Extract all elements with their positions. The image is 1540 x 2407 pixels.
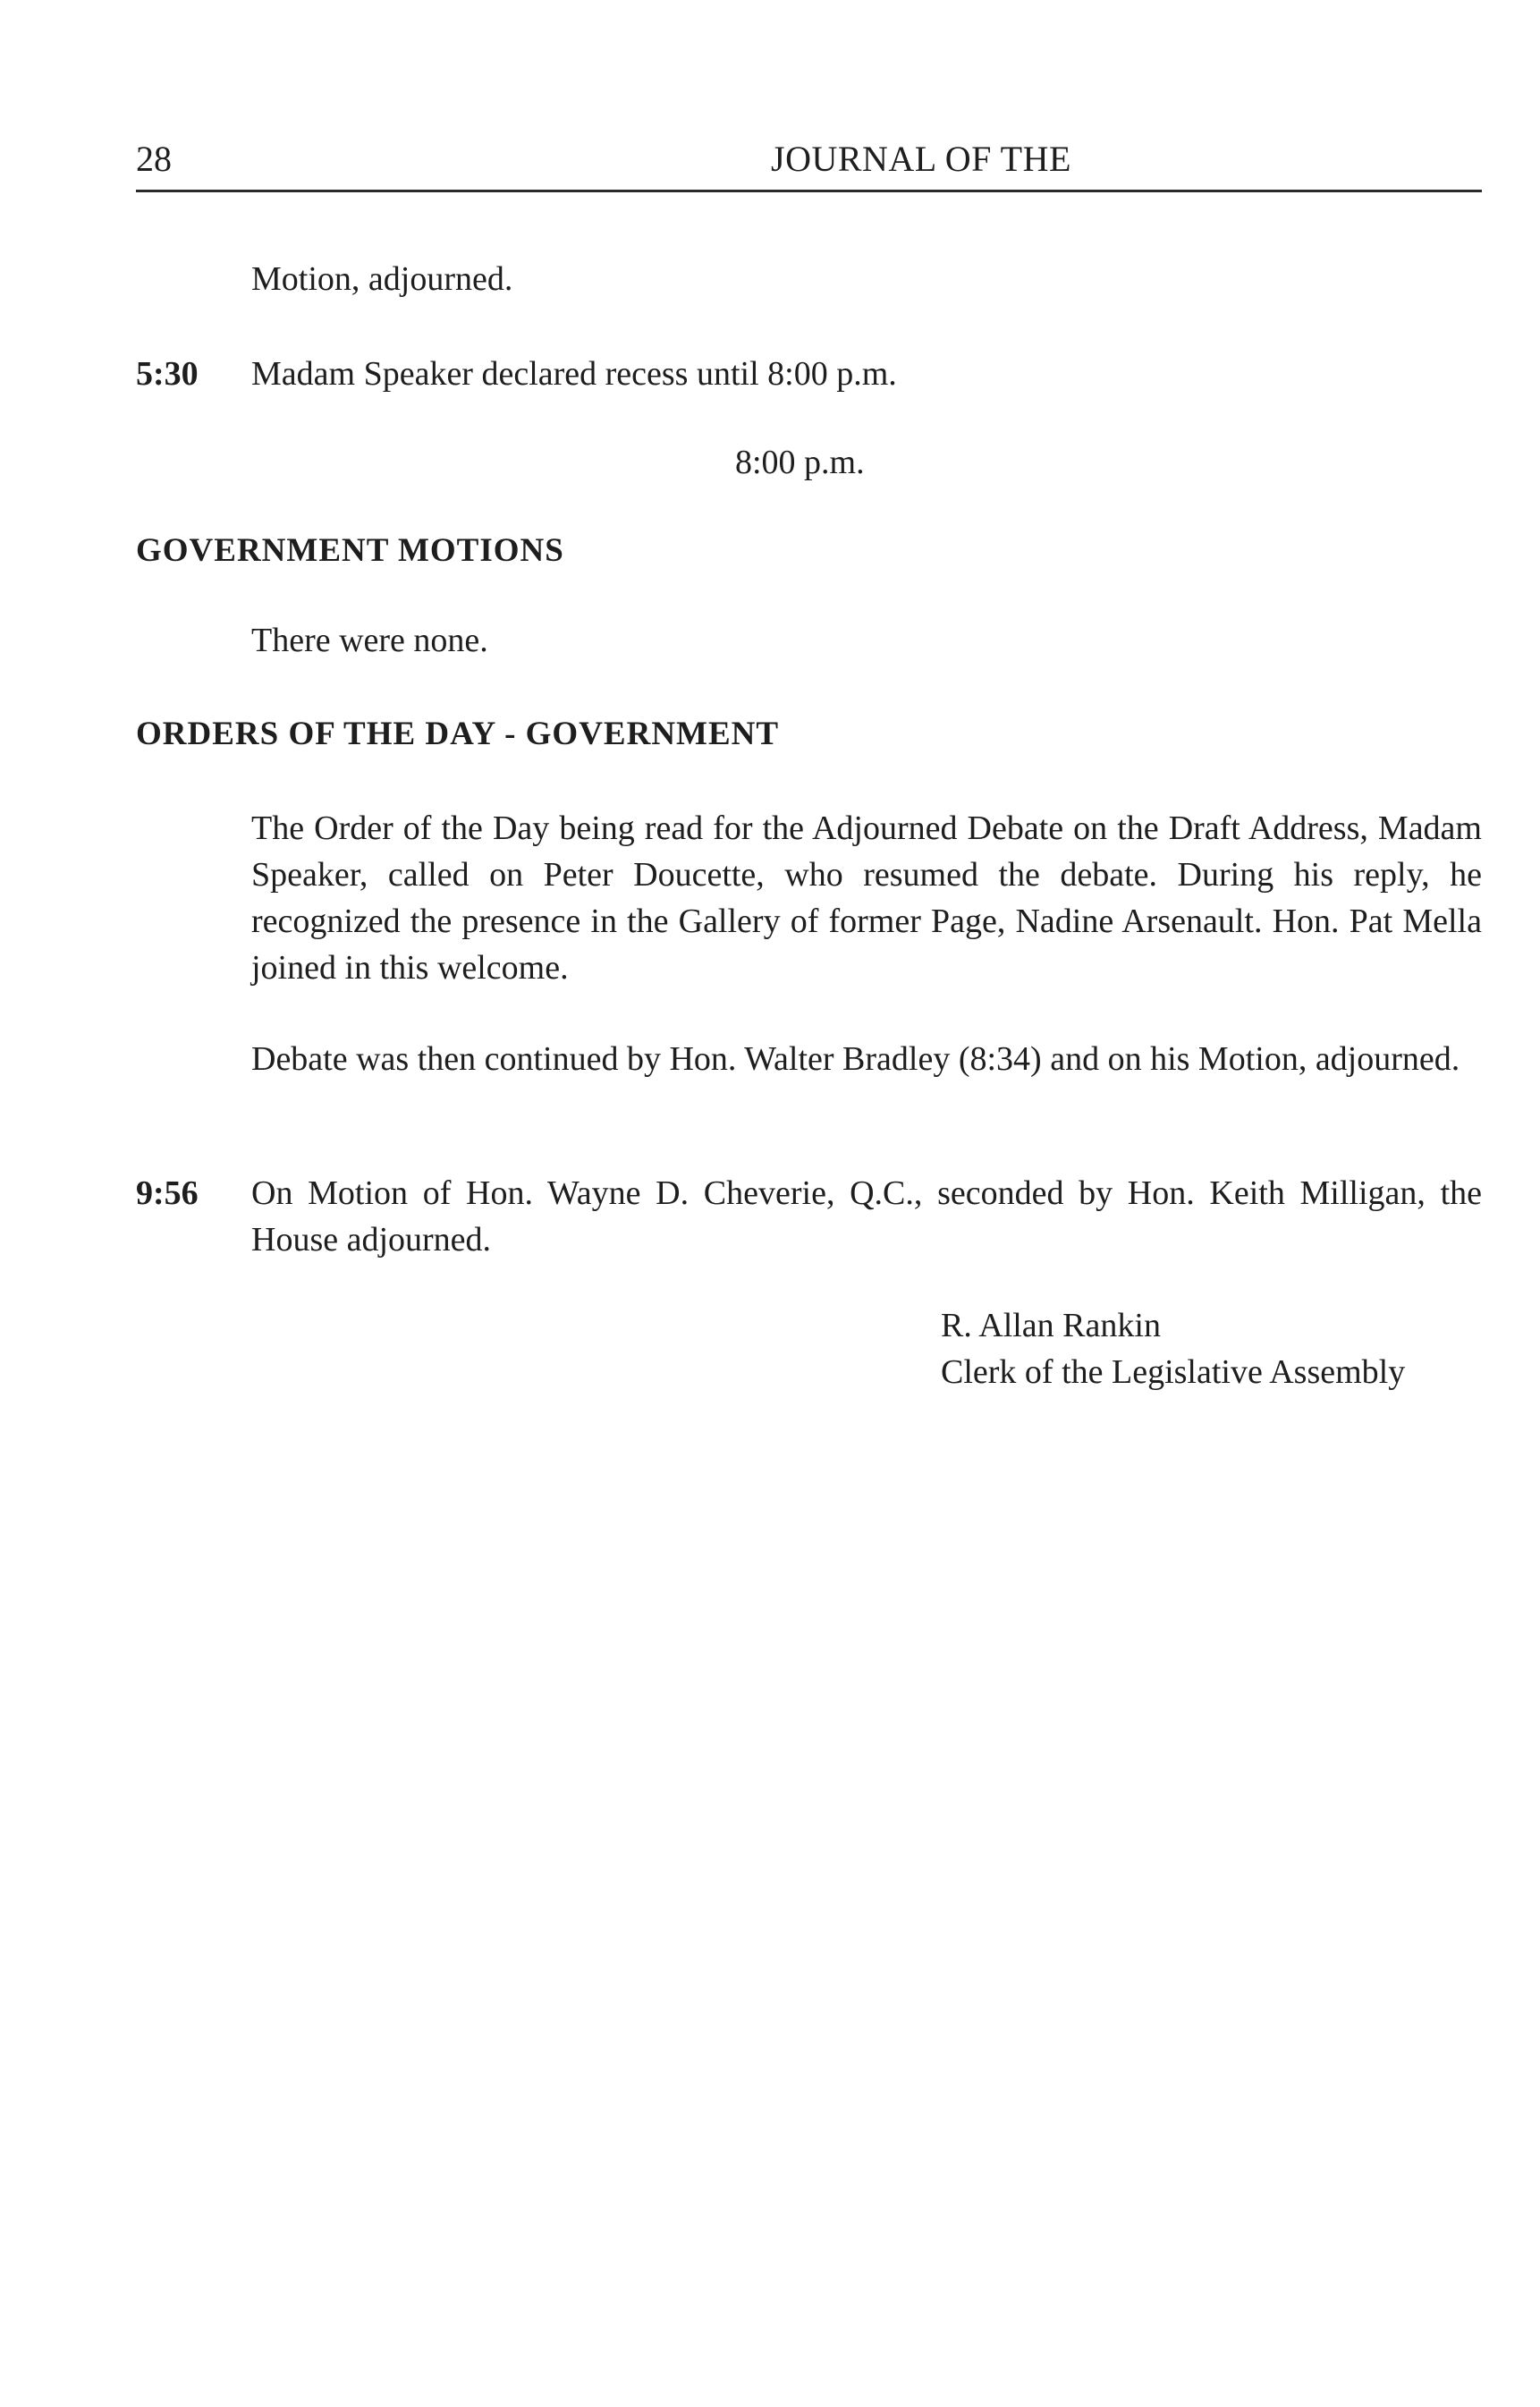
recess-text: Madam Speaker declared recess until 8:00 p.m. [251,355,897,393]
adjournment-time: 9:56 [136,1174,199,1212]
orders-of-the-day-heading: ORDERS OF THE DAY - GOVERNMENT [136,716,780,752]
signature-title: Clerk of the Legislative Assembly [941,1353,1406,1391]
orders-paragraph-2: Debate was then continued by Hon. Walter Bradley (8:34) and on his Motion, adjourned. [251,1040,1460,1078]
recess-time: 5:30 [136,355,199,393]
page-number: 28 [136,139,172,179]
page-header [136,134,1482,192]
evening-sitting-time: 8:00 p.m. [735,444,865,481]
government-motions-heading: GOVERNMENT MOTIONS [136,532,564,569]
signature-name: R. Allan Rankin [941,1307,1161,1344]
adjournment-text: On Motion of Hon. Wayne D. Cheverie, Q.C., seconded by Hon. Keith Milligan, the House adjourned. [251,1174,1482,1259]
motion-adjourned-text: Motion, adjourned. [251,260,513,298]
orders-paragraph-1: The Order of the Day being read for the Adjourned Debate on the Draft Address, Madam Speaker, called on Peter Doucette, who resumed the debate. During his reply, he recognized the presence in the Gallery of former Page, Nadine Arsenault. Hon. Pat Mella joined in this welcome. [251,809,1482,987]
government-motions-text: There were none. [251,622,488,659]
running-title: JOURNAL OF THE [771,139,1071,179]
